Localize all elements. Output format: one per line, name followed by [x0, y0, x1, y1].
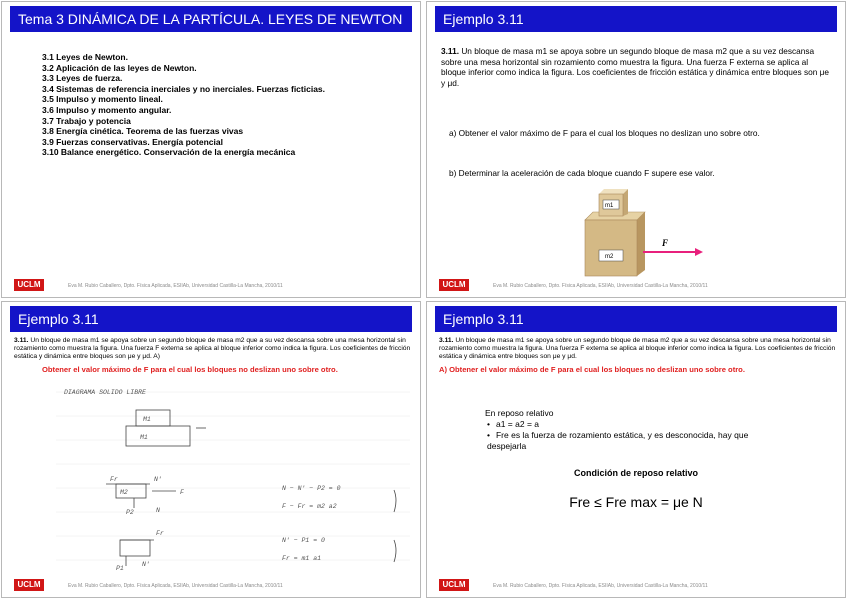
table-of-contents — [42, 52, 402, 158]
toc-item: 3.7 Trabajo y potencia — [42, 115, 131, 126]
hw-n: N — [156, 507, 160, 514]
hw-equation: F − Fr = m2 a2 — [282, 503, 337, 510]
problem-number: 3.11. — [441, 46, 459, 56]
question: Obtener el valor máximo de F para el cual los bloques no deslizan uno sobre otro. — [42, 365, 338, 374]
hw-equation: N' − P1 = 0 — [282, 537, 325, 544]
footer-credit: Eva M. Rubio Caballero, Dpto. Física Aplicada, ESIIAb, Universidad Castilla-La Mancha, 2010/11 — [68, 283, 283, 289]
problem-text: Un bloque de masa m1 se apoya sobre un segundo bloque de masa m2 que a su vez descansa sobre una mesa horizontal sin rozamiento como muestra la figura. Una fuerza F externa se aplica al bloque inferior como indica la figura. Los coeficientes de fricción estática y dinámica entre bloques son μe y μd. — [441, 46, 830, 88]
slide-footer — [435, 275, 837, 293]
slide-footer — [10, 575, 412, 593]
hw-friction: Fr — [110, 476, 118, 483]
slide-4 — [426, 301, 846, 598]
slide-2 — [426, 1, 846, 298]
hw-equation: N − N' − P2 = 0 — [282, 485, 341, 492]
toc-item: 3.9 Fuerzas conservativas. Energía potencial — [42, 136, 223, 147]
toc-item: 3.1 Leyes de Newton. — [42, 52, 128, 62]
slide-3 — [1, 301, 421, 598]
footer-credit: Eva M. Rubio Caballero, Dpto. Física Aplicada, ESIIAb, Universidad Castilla-La Mancha, 2010/11 — [68, 583, 283, 589]
toc-item: 3.3 Leyes de fuerza. — [42, 73, 123, 84]
hw-n-prime: N' — [154, 476, 162, 483]
hw-m1: M1 — [143, 416, 151, 423]
hw-force: F — [180, 489, 184, 496]
footer-credit: Eva M. Rubio Caballero, Dpto. Física Aplicada, ESIIAb, Universidad Castilla-La Mancha, 2010/11 — [493, 583, 708, 589]
problem-statement — [441, 46, 833, 88]
problem-number: 3.11. — [14, 337, 29, 344]
hw-equation: Fr = m1 a1 — [282, 555, 322, 562]
handwritten-diagram — [56, 380, 410, 576]
problem-statement — [14, 337, 412, 362]
slide-footer — [435, 575, 837, 593]
formula: Fre ≤ Fre max = μe N — [569, 494, 703, 510]
hw-m1: M1 — [140, 434, 148, 441]
label-force: F — [662, 238, 669, 248]
slide-title: Ejemplo 3.11 — [435, 6, 837, 32]
uclm-logo: UCLM — [439, 579, 469, 591]
bullet-acceleration: • a1 = a2 = a — [487, 419, 539, 429]
bullet-friction: • Fre es la fuerza de rozamiento estática, y es desconocida, hay que despejarla — [487, 430, 749, 451]
toc-item: 3.2 Aplicación de las leyes de Newton. — [42, 62, 197, 73]
toc-item: 3.6 Impulso y momento angular. — [42, 104, 172, 115]
rest-label: En reposo relativo — [485, 408, 554, 418]
hw-friction: Fr — [156, 530, 164, 537]
slide-title: Tema 3 DINÁMICA DE LA PARTÍCULA. LEYES DE NEWTON — [10, 6, 412, 32]
problem-statement — [439, 337, 837, 362]
problem-text: Un bloque de masa m1 se apoya sobre un segundo bloque de masa m2 que a su vez descansa sobre una mesa horizontal sin rozamiento como muestra la figura. Una fuerza F externa se aplica al bloque inferior como indica la figura. Los coeficientes de fricción estática y dinámica entre bloques son μe y μd. A) — [14, 337, 411, 361]
uclm-logo: UCLM — [14, 279, 44, 291]
problem-number: 3.11. — [439, 337, 454, 344]
hw-p2: P2 — [126, 509, 134, 516]
toc-item: 3.8 Energía cinética. Teorema de las fuerzas vivas — [42, 126, 244, 137]
hw-p1: P1 — [116, 565, 124, 572]
uclm-logo: UCLM — [439, 279, 469, 291]
toc-item: 3.10 Balance energético. Conservación de la energía mecánica — [42, 147, 296, 158]
slide-title: Ejemplo 3.11 — [435, 306, 837, 332]
slide-title: Ejemplo 3.11 — [10, 306, 412, 332]
problem-text: Un bloque de masa m1 se apoya sobre un segundo bloque de masa m2 que a su vez descansa sobre una mesa horizontal sin rozamiento como muestra la figura. Una fuerza F externa se aplica al bloque inferior como indica la figura. Los coeficientes de fricción estática y dinámica entre bloques son μe y μd. — [439, 337, 836, 361]
hw-n-prime: N' — [142, 561, 150, 568]
slide-footer — [10, 275, 412, 293]
toc-item: 3.4 Sistemas de referencia inerciales y no inerciales. Fuerzas ficticias. — [42, 83, 326, 94]
label-m1: m1 — [605, 203, 614, 209]
part-a: a) Obtener el valor máximo de F para el cual los bloques no deslizan uno sobre otro. — [449, 128, 760, 138]
blocks-figure — [577, 186, 717, 278]
condition-title: Condición de reposo relativo — [573, 468, 699, 478]
question: A) Obtener el valor máximo de F para el cual los bloques no deslizan uno sobre otro. — [439, 365, 745, 374]
toc-item: 3.5 Impulso y momento lineal. — [42, 94, 163, 105]
part-b: b) Determinar la aceleración de cada bloque cuando F supere ese valor. — [449, 168, 715, 178]
hw-m2: M2 — [120, 489, 128, 496]
uclm-logo: UCLM — [14, 579, 44, 591]
footer-credit: Eva M. Rubio Caballero, Dpto. Física Aplicada, ESIIAb, Universidad Castilla-La Mancha, 2010/11 — [493, 283, 708, 289]
label-m2: m2 — [605, 254, 614, 260]
hw-title: DIAGRAMA SOLIDO LIBRE — [64, 389, 146, 396]
slide-1 — [1, 1, 421, 298]
